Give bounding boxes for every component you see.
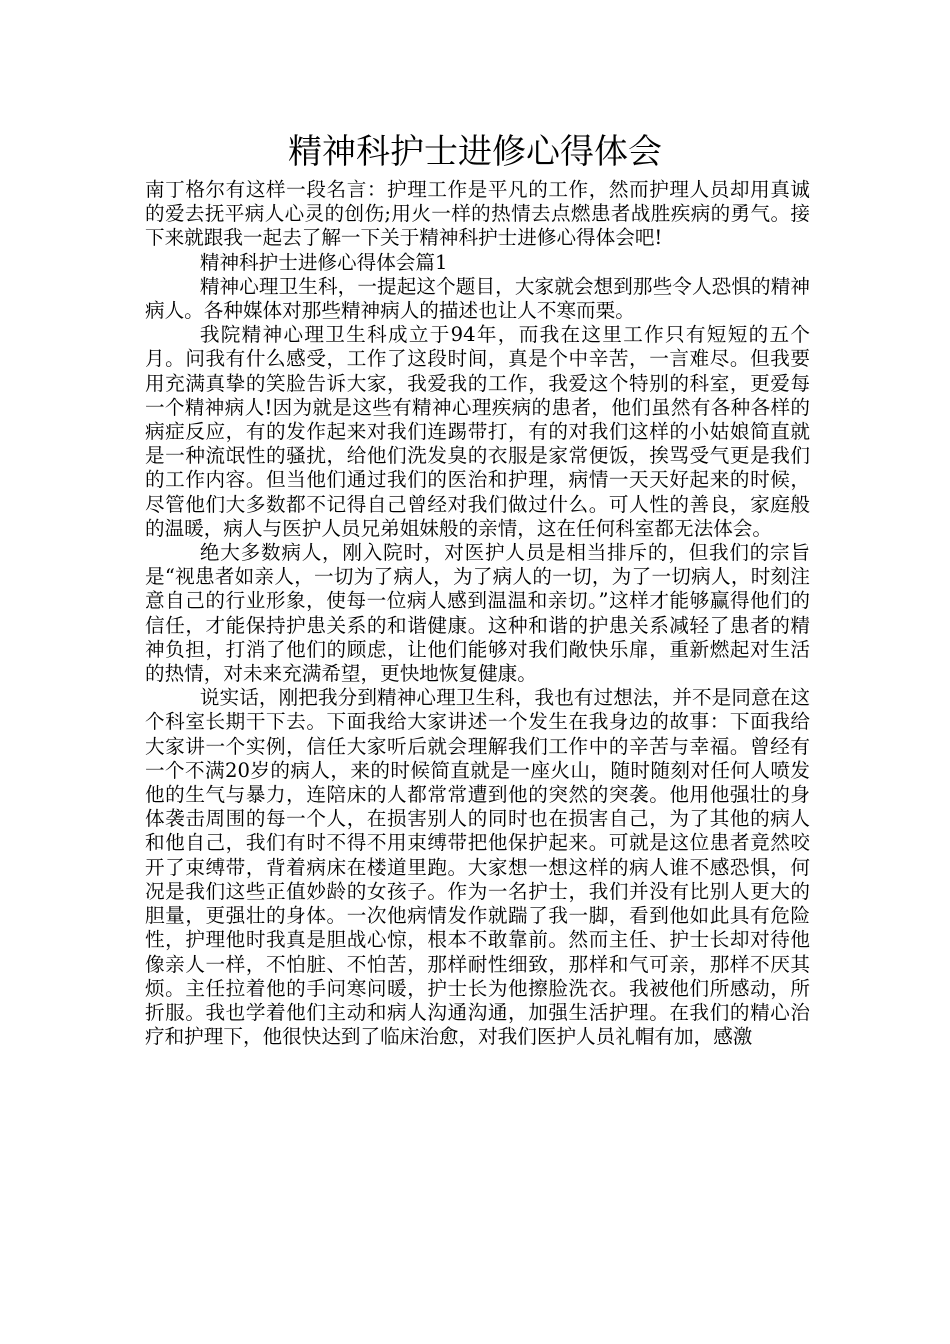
body-paragraph: 精神心理卫生科，一提起这个题目，大家就会想到那些令人恐惧的精神病人。各种媒体对那些精神病人的描述也让人不寒而栗。 bbox=[145, 274, 810, 323]
body-paragraph: 说实话，刚把我分到精神心理卫生科，我也有过想法，并不是同意在这个科室长期干下去。下面我给大家讲述一个发生在我身边的故事：下面我给大家讲一个实例，信任大家听后就会理解我们工作中的辛苦与幸福。曾经有一个不满20岁的病人，来的时候简直就是一座火山，随时随刻对任何人喷发他的生气与暴力，连陪床的人都常常遭到他的突然的突袭。他用他强壮的身体袭击周围的每一个人，在损害别人的同时也在损害自己，为了其他的病人和他自己，我们有时不得不用束缚带把他保护起来。可就是这位患者竟然咬开了束缚带，背着病床在楼道里跑。大家想一想这样的病人谁不感恐惧，何况是我们这些正值妙龄的女孩子。作为一名护士，我们并没有比别人更大的胆量，更强壮的身体。一次他病情发作就踹了我一脚，看到他如此具有危险性，护理他时我真是胆战心惊，根本不敢靠前。然而主任、护士长却对待他像亲人一样，不怕脏、不怕苦，那样耐性细致，那样和气可亲，那样不厌其烦。主任拉着他的手问寒问暖，护士长为他擦脸洗衣。我被他们所感动，所折服。我也学着他们主动和病人沟通沟通，加强生活护理。在我们的精心治疗和护理下，他很快达到了临床治愈，对我们医护人员礼帽有加，感激 bbox=[145, 686, 810, 1049]
body-paragraph: 我院精神心理卫生科成立于94年，而我在这里工作只有短短的五个月。问我有什么感受，工作了这段时间，真是个中辛苦，一言难尽。但我要用充满真挚的笑脸告诉大家，我爱我的工作，我爱这个特别的科室，更爱每一个精神病人!因为就是这些有精神心理疾病的患者，他们虽然有各种各样的病症反应，有的发作起来对我们连踢带打，有的对我们这样的小姑娘简直就是一种流氓性的骚扰，给他们洗发臭的衣服是家常便饭，挨骂受气更是我们的工作内容。但当他们通过我们的医治和护理，病情一天天好起来的时候，尽管他们大多数都不记得自己曾经对我们做过什么。可人性的善良，家庭般的温暖，病人与医护人员兄弟姐妹般的亲情，这在任何科室都无法体会。 bbox=[145, 323, 810, 540]
section-heading: 精神科护士进修心得体会篇1 bbox=[199, 250, 448, 274]
document-title: 精神科护士进修心得体会 bbox=[288, 132, 662, 172]
intro-paragraph: 南丁格尔有这样一段名言：护理工作是平凡的工作，然而护理人员却用真诚的爱去抚平病人心灵的创伤;用火一样的热情去点燃患者战胜疾病的勇气。接下来就跟我一起去了解一下关于精神科护士进修心得体会吧! bbox=[145, 178, 810, 250]
body-paragraph: 绝大多数病人，刚入院时，对医护人员是相当排斥的，但我们的宗旨是“视患者如亲人，一切为了病人，为了病人的一切，为了一切病人，时刻注意自己的行业形象，使每一位病人感到温温和亲切。”这样才能够赢得他们的信任，才能保持护患关系的和谐健康。这种和谐的护患关系减轻了患者的精神负担，打消了他们的顾虑，让他们能够对我们敞快乐扉，重新燃起对生活的热情，对未来充满希望，更快地恢复健康。 bbox=[145, 541, 810, 686]
document-body bbox=[145, 178, 810, 1049]
